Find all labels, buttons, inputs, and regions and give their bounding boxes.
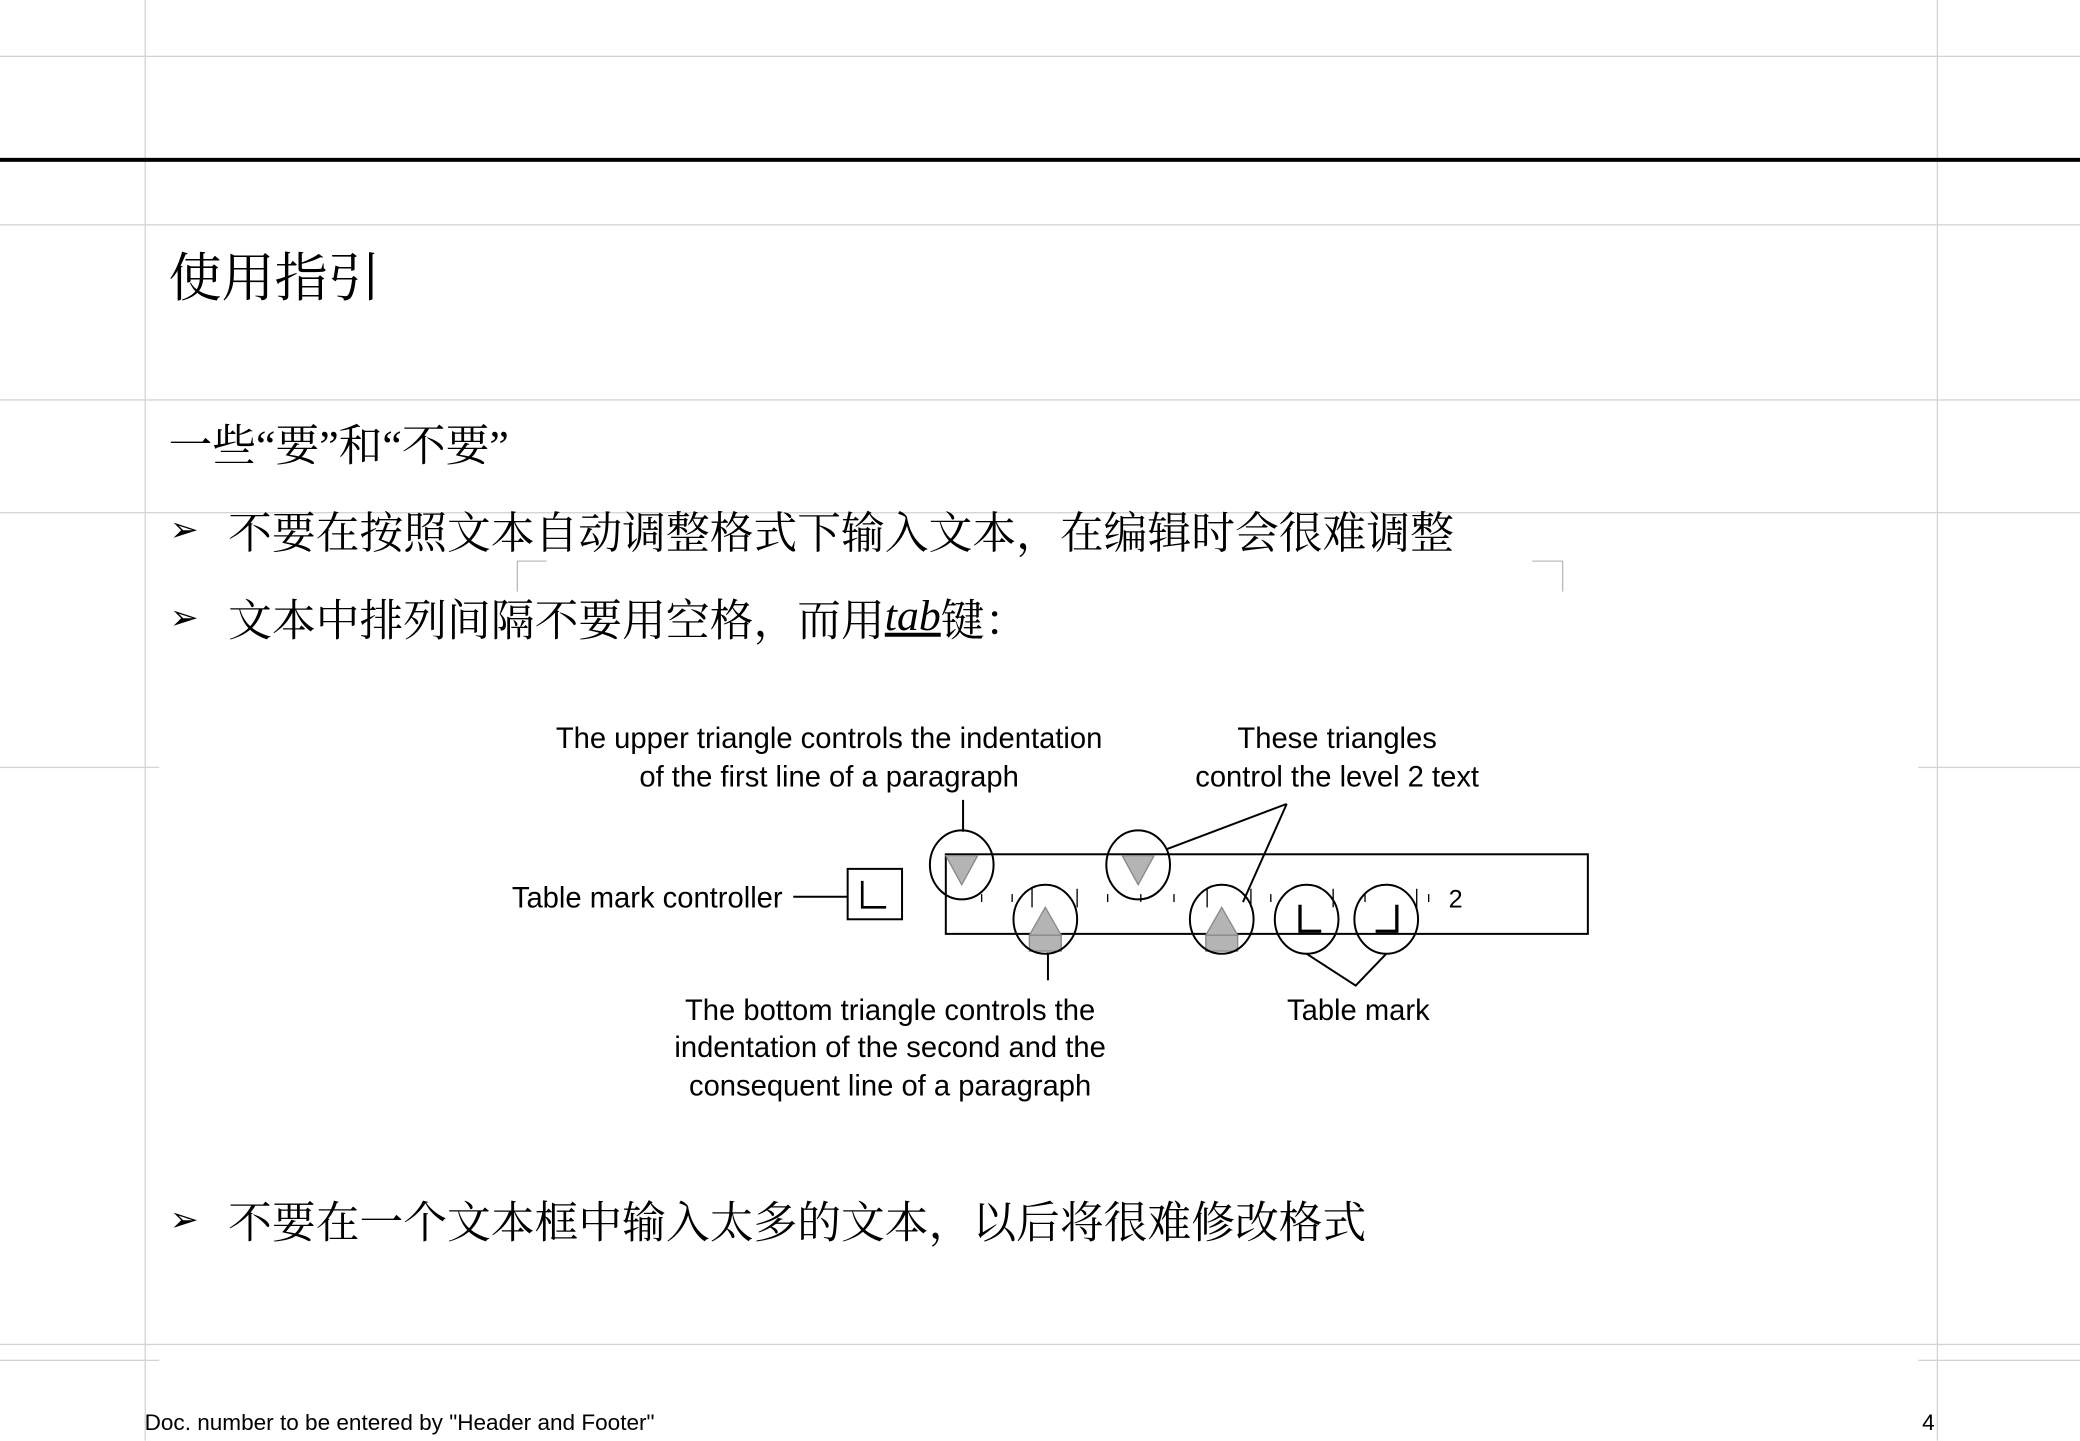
bullet-text: 文本中排列间隔不要用空格，而用 bbox=[228, 598, 885, 647]
bullet-text: 不要在一个文本框中输入太多的文本，以后将很难修改格式 bbox=[228, 1200, 1367, 1249]
table-mark-controller-label: Table mark controller bbox=[511, 882, 783, 915]
left-tab-mark-icon bbox=[1300, 905, 1321, 932]
ruler-number: 2 bbox=[1448, 885, 1463, 914]
arrow-bullet-icon: ➢ bbox=[169, 1199, 199, 1239]
bottom-triangle-label: The bottom triangle controls the bbox=[684, 995, 1096, 1028]
table-mark-controller-box bbox=[848, 869, 902, 919]
level2-hanging-triangle bbox=[1206, 907, 1238, 935]
table-mark-label: Table mark bbox=[1287, 995, 1430, 1028]
slide-title: 使用指引 bbox=[168, 248, 381, 308]
bullet-text: 键： bbox=[940, 598, 1029, 647]
footer-doc-number: Doc. number to be entered by "Header and Footer" bbox=[144, 1410, 655, 1436]
level2-first-line-triangle bbox=[1122, 856, 1154, 885]
hanging-indent-triangle bbox=[1029, 907, 1061, 935]
right-tab-mark-icon bbox=[1376, 905, 1397, 932]
upper-triangle-label: of the first line of a paragraph bbox=[639, 761, 1019, 794]
arrow-bullet-icon: ➢ bbox=[169, 510, 199, 549]
slide-subtitle: 一些“要”和“不要” bbox=[168, 423, 509, 471]
level2-label: control the level 2 text bbox=[1195, 761, 1480, 794]
tab-keyword: tab bbox=[884, 592, 941, 641]
placeholder-corner-marks bbox=[517, 561, 1562, 592]
first-line-indent-triangle bbox=[946, 856, 978, 885]
footer-page-number: 4 bbox=[1922, 1410, 1935, 1436]
bottom-triangle-label: consequent line of a paragraph bbox=[688, 1070, 1092, 1103]
level2-label: These triangles bbox=[1237, 723, 1437, 756]
arrow-bullet-icon: ➢ bbox=[169, 597, 199, 637]
upper-triangle-label: The upper triangle controls the indentation bbox=[555, 723, 1103, 756]
bottom-triangle-label: indentation of the second and the bbox=[674, 1032, 1106, 1065]
bullet-text: 不要在按照文本自动调整格式下输入文本，在编辑时会很难调整 bbox=[228, 510, 1454, 559]
